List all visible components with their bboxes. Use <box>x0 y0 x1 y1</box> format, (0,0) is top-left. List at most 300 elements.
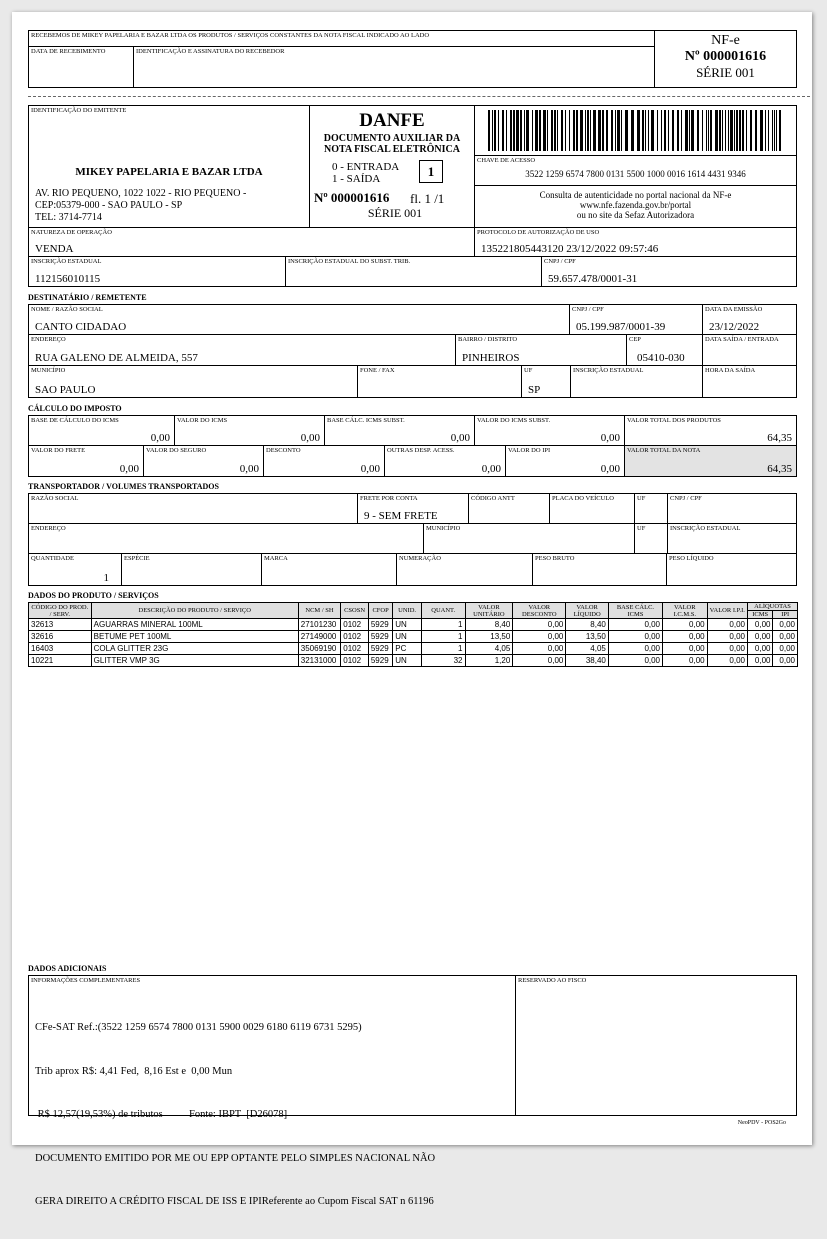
cell-cfop: 5929 <box>368 655 392 667</box>
barcode-bar <box>774 110 775 151</box>
th-descricao: DESCRIÇÃO DO PRODUTO / SERVIÇO <box>91 603 298 619</box>
transp-peso-liquido-label: PESO LÍQUIDO <box>669 555 714 562</box>
transp-qtd-box <box>28 553 122 586</box>
barcode-bar <box>685 110 688 151</box>
transp-placa-label: PLACA DO VEÍCULO <box>552 495 614 502</box>
imposto-icms-value: 0,00 <box>300 432 320 444</box>
canhoto-data-box <box>28 46 134 88</box>
danfe-numero: Nº 000001616 <box>314 190 390 205</box>
transp-uf-label: UF <box>637 495 646 502</box>
barcode-bar <box>672 110 674 151</box>
natureza-box <box>28 227 475 257</box>
barcode <box>488 110 784 151</box>
cell-bc: 0,00 <box>608 631 662 643</box>
imposto-frete-label: VALOR DO FRETE <box>31 447 86 454</box>
dest-hora-box <box>702 365 797 398</box>
transp-qtd-value: 1 <box>103 572 109 584</box>
barcode-bar <box>516 110 519 151</box>
data-recebimento-label: DATA DE RECEBIMENTO <box>31 48 106 55</box>
dest-endereco-box <box>28 334 456 366</box>
protocolo-value: 135221805443120 23/12/2022 09:57:46 <box>481 243 659 255</box>
danfe-page <box>12 12 812 1207</box>
imposto-icms-st-value: 0,00 <box>600 432 620 444</box>
transp-marca-box <box>261 553 397 586</box>
dest-fone-label: FONE / FAX <box>360 367 395 374</box>
produtos-section: DADOS DO PRODUTO / SERVIÇOS <box>28 591 159 600</box>
barcode-bar <box>645 110 646 151</box>
emitente-endereco2: CEP:05379-000 - SAO PAULO - SP <box>35 200 183 211</box>
barcode-bar <box>725 110 726 151</box>
barcode-bar <box>510 110 512 151</box>
barcode-bar <box>606 110 608 151</box>
natureza-label: NATUREZA DE OPERAÇÃO <box>31 229 112 236</box>
dest-municipio-box <box>28 365 358 398</box>
cell-bc: 0,00 <box>608 643 662 655</box>
barcode-bar <box>520 110 522 151</box>
imposto-total-produtos-label: VALOR TOTAL DOS PRODUTOS <box>627 417 721 424</box>
produtos-header-row <box>29 603 798 611</box>
canhoto-nfe-title: NF-e <box>711 33 740 48</box>
cell-csosn: 0102 <box>341 619 369 631</box>
barcode-bar <box>543 110 546 151</box>
canhoto-serie: SÉRIE 001 <box>696 65 755 80</box>
barcode-bar <box>710 110 712 151</box>
th-vunit: VALOR UNITÁRIO <box>465 603 513 619</box>
cell-vdesc: 0,00 <box>513 619 566 631</box>
barcode-bar <box>539 110 541 151</box>
cell-ncm: 32131000 <box>298 655 340 667</box>
dest-ie-label: INSCRIÇÃO ESTADUAL <box>573 367 644 374</box>
dest-endereco-label: ENDEREÇO <box>31 336 66 343</box>
barcode-bar <box>736 110 738 151</box>
dest-uf-box <box>521 365 571 398</box>
table-row <box>29 643 798 655</box>
cnpj-emit-box <box>541 256 797 287</box>
barcode-bar <box>506 110 507 151</box>
cell-vipi: 0,00 <box>707 643 747 655</box>
transp-municipio-box <box>423 523 635 554</box>
dest-uf-label: UF <box>524 367 533 374</box>
cell-vdesc: 0,00 <box>513 643 566 655</box>
dest-ie-box <box>570 365 703 398</box>
ie-label: INSCRIÇÃO ESTADUAL <box>31 258 102 265</box>
barcode-bar <box>580 110 583 151</box>
info-line: Trib aprox R$: 4,41 Fed, 8,16 Est e 0,00 Mun <box>35 1065 233 1077</box>
canhoto-assinatura-box <box>133 46 655 88</box>
emitente-box <box>28 105 310 228</box>
barcode-bar <box>728 110 729 151</box>
canhoto-nfe-box <box>654 30 797 88</box>
reservado-fisco-box <box>515 975 797 1116</box>
barcode-bar <box>513 110 515 151</box>
cell-vliq: 38,40 <box>566 655 608 667</box>
protocolo-box <box>474 227 797 257</box>
ie-st-label: INSCRIÇÃO ESTADUAL DO SUBST. TRIB. <box>288 258 411 265</box>
transp-cnpj-box <box>667 493 797 524</box>
barcode-bar <box>617 110 620 151</box>
transp-marca-label: MARCA <box>264 555 288 562</box>
imposto-section: CÁLCULO DO IMPOSTO <box>28 404 122 413</box>
cell-unid: UN <box>393 655 422 667</box>
transp-placa-box <box>549 493 635 524</box>
transp-especie-box <box>121 553 262 586</box>
canhoto-numero: Nº 000001616 <box>684 49 767 64</box>
imposto-bc-icms-value: 0,00 <box>150 432 170 444</box>
barcode-bar <box>702 110 703 151</box>
dest-hora-label: HORA DA SAÍDA <box>705 367 756 374</box>
imposto-outras-label: OUTRAS DESP. ACESS. <box>387 447 455 454</box>
info-complementares-box <box>28 975 516 1207</box>
imposto-desconto-value: 0,00 <box>360 463 380 475</box>
cell-vunit: 13,50 <box>465 631 513 643</box>
dest-bairro-box <box>455 334 627 366</box>
emitente-telefone: TEL: 3714-7714 <box>35 212 102 223</box>
barcode-bar <box>677 110 679 151</box>
imposto-bc-st-value: 0,00 <box>450 432 470 444</box>
barcode-bar <box>598 110 601 151</box>
barcode-bar <box>498 110 499 151</box>
consulta-line2: www.nfe.fazenda.gov.br/portal <box>579 200 692 210</box>
dest-emissao-box <box>702 304 797 335</box>
th-ipi: IPI <box>773 611 798 619</box>
barcode-bar <box>602 110 604 151</box>
barcode-bar <box>664 110 666 151</box>
dest-municipio-label: MUNICÍPIO <box>31 367 66 374</box>
barcode-bar <box>706 110 707 151</box>
cell-vicms: 0,00 <box>663 655 708 667</box>
barcode-bar <box>554 110 556 151</box>
chave-value: 3522 1259 6574 7800 0131 5500 1000 0016 1614 4431 9346 <box>525 169 746 179</box>
dest-cnpj-value: 05.199.987/0001-39 <box>576 321 666 333</box>
cell-quant: 1 <box>421 619 465 631</box>
th-ncm: NCM / SH <box>298 603 340 619</box>
dest-bairro-label: BAIRRO / DISTRITO <box>458 336 518 343</box>
cell-descricao: BETUME PET 100ML <box>91 631 298 643</box>
transp-uf2-box <box>634 523 668 554</box>
barcode-bar <box>561 110 563 151</box>
imposto-desconto-box <box>263 445 385 477</box>
emitente-endereco1: AV. RIO PEQUENO, 1022 1022 - RIO PEQUENO - <box>35 188 247 199</box>
danfe-box <box>309 105 475 228</box>
cell-codigo: 32613 <box>29 619 92 631</box>
transp-endereco-box <box>28 523 424 554</box>
imposto-frete-value: 0,00 <box>119 463 139 475</box>
barcode-bar <box>526 110 529 151</box>
barcode-bar <box>502 110 504 151</box>
barcode-bar <box>631 110 634 151</box>
cell-descricao: GLITTER VMP 3G <box>91 655 298 667</box>
barcode-bar <box>755 110 757 151</box>
th-vliq: VALOR LÍQUIDO <box>566 603 608 619</box>
imposto-total-nota-label: VALOR TOTAL DA NOTA <box>627 447 701 454</box>
cell-vicms: 0,00 <box>663 631 708 643</box>
barcode-bar <box>657 110 658 151</box>
dest-data-saida-box <box>702 334 797 366</box>
transp-endereco-label: ENDEREÇO <box>31 525 66 532</box>
barcode-bar <box>739 110 741 151</box>
cell-unid: UN <box>393 631 422 643</box>
cell-vicms: 0,00 <box>663 619 708 631</box>
transp-antt-label: CÓDIGO ANTT <box>471 495 515 502</box>
natureza-value: VENDA <box>35 243 74 255</box>
info-line: CFe-SAT Ref.:(3522 1259 6574 7800 0131 5900 0029 6180 6119 6731 5295) <box>35 1022 362 1033</box>
cell-aicms: 0,00 <box>747 655 772 667</box>
barcode-bar <box>765 110 766 151</box>
emitente-label: IDENTIFICAÇÃO DO EMITENTE <box>31 107 127 114</box>
cell-ncm: 27149000 <box>298 631 340 643</box>
cell-cfop: 5929 <box>368 643 392 655</box>
cell-descricao: AGUARRAS MINERAL 100ML <box>91 619 298 631</box>
transp-especie-label: ESPÉCIE <box>124 555 150 562</box>
barcode-bar <box>648 110 649 151</box>
cell-vicms: 0,00 <box>663 643 708 655</box>
imposto-total-produtos-value: 64,35 <box>767 432 792 444</box>
barcode-bar <box>569 110 570 151</box>
ie-st-box <box>285 256 542 287</box>
dest-nome-label: NOME / RAZÃO SOCIAL <box>31 306 103 313</box>
cell-vunit: 1,20 <box>465 655 513 667</box>
info-line: GERA DIREITO A CRÉDITO FISCAL DE ISS E IPIReferente ao Cupom Fiscal SAT n 61196 <box>35 1196 434 1207</box>
barcode-bar <box>590 110 591 151</box>
danfe-folha: fl. 1 /1 <box>410 191 445 206</box>
transp-cnpj-label: CNPJ / CPF <box>670 495 702 502</box>
transp-uf-box <box>634 493 668 524</box>
barcode-bar <box>565 110 566 151</box>
barcode-bar <box>524 110 525 151</box>
barcode-bar <box>535 110 538 151</box>
cell-vliq: 4,05 <box>566 643 608 655</box>
cell-ncm: 35069190 <box>298 643 340 655</box>
cell-vdesc: 0,00 <box>513 655 566 667</box>
consulta-box <box>474 185 797 228</box>
cell-cfop: 5929 <box>368 619 392 631</box>
cell-aipi: 0,00 <box>773 619 798 631</box>
transp-frete-box <box>357 493 469 524</box>
danfe-sub2: NOTA FISCAL ELETRÔNICA <box>324 144 460 155</box>
barcode-bar <box>668 110 669 151</box>
imposto-total-produtos-box <box>624 415 797 446</box>
barcode-bar <box>768 110 769 151</box>
imposto-bc-st-box <box>324 415 475 446</box>
cell-csosn: 0102 <box>341 655 369 667</box>
info-line: DOCUMENTO EMITIDO POR ME OU EPP OPTANTE PELO SIMPLES NACIONAL NÃO <box>35 1152 436 1164</box>
cell-vipi: 0,00 <box>707 619 747 631</box>
transp-municipio-label: MUNICÍPIO <box>426 525 461 532</box>
protocolo-label: PROTOCOLO DE AUTORIZAÇÃO DE USO <box>477 229 600 236</box>
transp-razao-label: RAZÃO SOCIAL <box>31 495 79 502</box>
imposto-ipi-box <box>505 445 625 477</box>
imposto-frete-box <box>28 445 144 477</box>
barcode-bar <box>651 110 654 151</box>
danfe-sub1: DOCUMENTO AUXILIAR DA <box>323 133 461 144</box>
dest-cnpj-box <box>569 304 703 335</box>
th-bcicms: BASE CÁLC. ICMS <box>608 603 662 619</box>
transp-qtd-label: QUANTIDADE <box>31 555 74 562</box>
barcode-bar <box>776 110 777 151</box>
footer-text: NeoPDV - POS2Go <box>737 1120 786 1126</box>
dest-cep-label: CEP <box>629 336 641 343</box>
cell-csosn: 0102 <box>341 643 369 655</box>
barcode-bar <box>576 110 578 151</box>
cell-unid: UN <box>393 619 422 631</box>
imposto-seguro-label: VALOR DO SEGURO <box>146 447 207 454</box>
imposto-seguro-value: 0,00 <box>239 463 259 475</box>
th-cfop: CFOP <box>368 603 392 619</box>
imposto-desconto-label: DESCONTO <box>266 447 301 454</box>
imposto-icms-label: VALOR DO ICMS <box>177 417 228 424</box>
info-complementares-label: INFORMAÇÕES COMPLEMENTARES <box>31 977 141 984</box>
consulta-line1: Consulta de autenticidade no portal nacional da NF-e <box>539 190 732 200</box>
cell-cfop: 5929 <box>368 631 392 643</box>
ie-box <box>28 256 286 287</box>
imposto-outras-value: 0,00 <box>481 463 501 475</box>
cell-vdesc: 0,00 <box>513 631 566 643</box>
barcode-bar <box>587 110 589 151</box>
cell-vipi: 0,00 <box>707 655 747 667</box>
cell-bc: 0,00 <box>608 655 662 667</box>
cnpj-emit-value: 59.657.478/0001-31 <box>548 273 638 285</box>
adicionais-section: DADOS ADICIONAIS <box>28 964 107 973</box>
barcode-bar <box>492 110 493 151</box>
cell-vliq: 13,50 <box>566 631 608 643</box>
barcode-bar <box>615 110 616 151</box>
barcode-bar <box>488 110 490 151</box>
dest-cep-value: 05410-030 <box>637 352 685 364</box>
cell-aipi: 0,00 <box>773 643 798 655</box>
cell-codigo: 32616 <box>29 631 92 643</box>
th-vicms: VALOR I.C.M.S. <box>663 603 708 619</box>
dest-data-saida-label: DATA SAÍDA / ENTRADA <box>705 336 779 343</box>
info-complementares-text <box>35 992 435 1239</box>
cell-csosn: 0102 <box>341 631 369 643</box>
danfe-tipo-box: 1 <box>419 160 443 183</box>
imposto-ipi-value: 0,00 <box>600 463 620 475</box>
barcode-bar <box>551 110 553 151</box>
cell-aicms: 0,00 <box>747 643 772 655</box>
cell-vunit: 8,40 <box>465 619 513 631</box>
imposto-bc-st-label: BASE CÁLC. ICMS SUBST. <box>327 417 405 424</box>
barcode-bar <box>719 110 721 151</box>
dest-bairro-value: PINHEIROS <box>462 352 520 364</box>
cell-vunit: 4,05 <box>465 643 513 655</box>
barcode-bar <box>772 110 773 151</box>
canhoto-text: RECEBEMOS DE MIKEY PAPELARIA E BAZAR LTDA OS PRODUTOS / SERVIÇOS CONSTANTES DA NOTA FISCAL INDICADO AO LADO <box>31 32 430 39</box>
barcode-bar <box>661 110 662 151</box>
barcode-bar <box>734 110 735 151</box>
barcode-bar <box>494 110 496 151</box>
danfe-title: DANFE <box>359 110 425 131</box>
chave-box <box>474 155 797 186</box>
destinatario-section: DESTINATÁRIO / REMETENTE <box>28 293 147 302</box>
emitente-nome: MIKEY PAPELARIA E BAZAR LTDA <box>75 166 263 178</box>
barcode-bar <box>642 110 644 151</box>
barcode-bar <box>585 110 586 151</box>
danfe-entrada: 0 - ENTRADA <box>332 161 400 173</box>
dest-cnpj-label: CNPJ / CPF <box>572 306 604 313</box>
cell-quant: 32 <box>421 655 465 667</box>
cell-vliq: 8,40 <box>566 619 608 631</box>
barcode-bar <box>742 110 744 151</box>
barcode-bar <box>621 110 622 151</box>
cell-ncm: 27101230 <box>298 619 340 631</box>
cell-vipi: 0,00 <box>707 631 747 643</box>
transp-peso-bruto-box <box>532 553 667 586</box>
barcode-bar <box>760 110 763 151</box>
transp-frete-label: FRETE POR CONTA <box>360 495 418 502</box>
imposto-icms-st-label: VALOR DO ICMS SUBST. <box>477 417 551 424</box>
ie-value: 112156010115 <box>35 273 101 285</box>
cell-codigo: 10221 <box>29 655 92 667</box>
barcode-bar <box>697 110 699 151</box>
th-icms: ICMS <box>747 611 772 619</box>
barcode-bar <box>547 110 548 151</box>
dest-nome-box <box>28 304 570 335</box>
table-row <box>29 619 798 631</box>
produtos-table <box>28 602 798 667</box>
barcode-box <box>474 105 797 156</box>
table-row <box>29 631 798 643</box>
barcode-bar <box>637 110 640 151</box>
consulta-line3: ou no site da Sefaz Autorizadora <box>576 210 695 220</box>
barcode-bar <box>691 110 694 151</box>
cell-codigo: 16403 <box>29 643 92 655</box>
dest-fone-box <box>357 365 522 398</box>
dest-cep-box <box>626 334 703 366</box>
cell-aicms: 0,00 <box>747 619 772 631</box>
cell-aicms: 0,00 <box>747 631 772 643</box>
cell-unid: PC <box>393 643 422 655</box>
barcode-bar <box>708 110 709 151</box>
cell-descricao: COLA GLITTER 23G <box>91 643 298 655</box>
imposto-outras-box <box>384 445 506 477</box>
transp-antt-box <box>468 493 550 524</box>
barcode-bar <box>746 110 747 151</box>
transp-ie-box <box>667 523 797 554</box>
transp-peso-bruto-label: PESO BRUTO <box>535 555 575 562</box>
imposto-seguro-box <box>143 445 264 477</box>
imposto-total-nota-box <box>624 445 797 477</box>
canhoto-divider <box>28 96 810 97</box>
cell-quant: 1 <box>421 631 465 643</box>
barcode-bar <box>573 110 575 151</box>
cell-bc: 0,00 <box>608 619 662 631</box>
transp-uf2-label: UF <box>637 525 646 532</box>
barcode-bar <box>681 110 682 151</box>
cell-aipi: 0,00 <box>773 631 798 643</box>
cell-aipi: 0,00 <box>773 655 798 667</box>
barcode-bar <box>689 110 690 151</box>
dest-emissao-label: DATA DA EMISSÃO <box>705 306 763 313</box>
transp-peso-liquido-box <box>666 553 797 586</box>
reservado-fisco-label: RESERVADO AO FISCO <box>518 977 587 984</box>
transp-frete-value: 9 - SEM FRETE <box>364 510 438 522</box>
transp-ie-label: INSCRIÇÃO ESTADUAL <box>670 525 741 532</box>
th-quant: QUANT. <box>421 603 465 619</box>
imposto-icms-box <box>174 415 325 446</box>
th-vipi: VALOR I.P.I. <box>707 603 747 619</box>
cell-quant: 1 <box>421 643 465 655</box>
imposto-bc-icms-box <box>28 415 175 446</box>
barcode-bar <box>722 110 723 151</box>
imposto-icms-st-box <box>474 415 625 446</box>
th-vdesc: VALOR DESCONTO <box>513 603 566 619</box>
barcode-bar <box>750 110 752 151</box>
barcode-bar <box>557 110 558 151</box>
th-codigo: CÓDIGO DO PROD. / SERV. <box>29 603 92 619</box>
dest-endereco-value: RUA GALENO DE ALMEIDA, 557 <box>35 352 198 364</box>
barcode-bar <box>611 110 613 151</box>
danfe-serie: SÉRIE 001 <box>367 206 423 220</box>
